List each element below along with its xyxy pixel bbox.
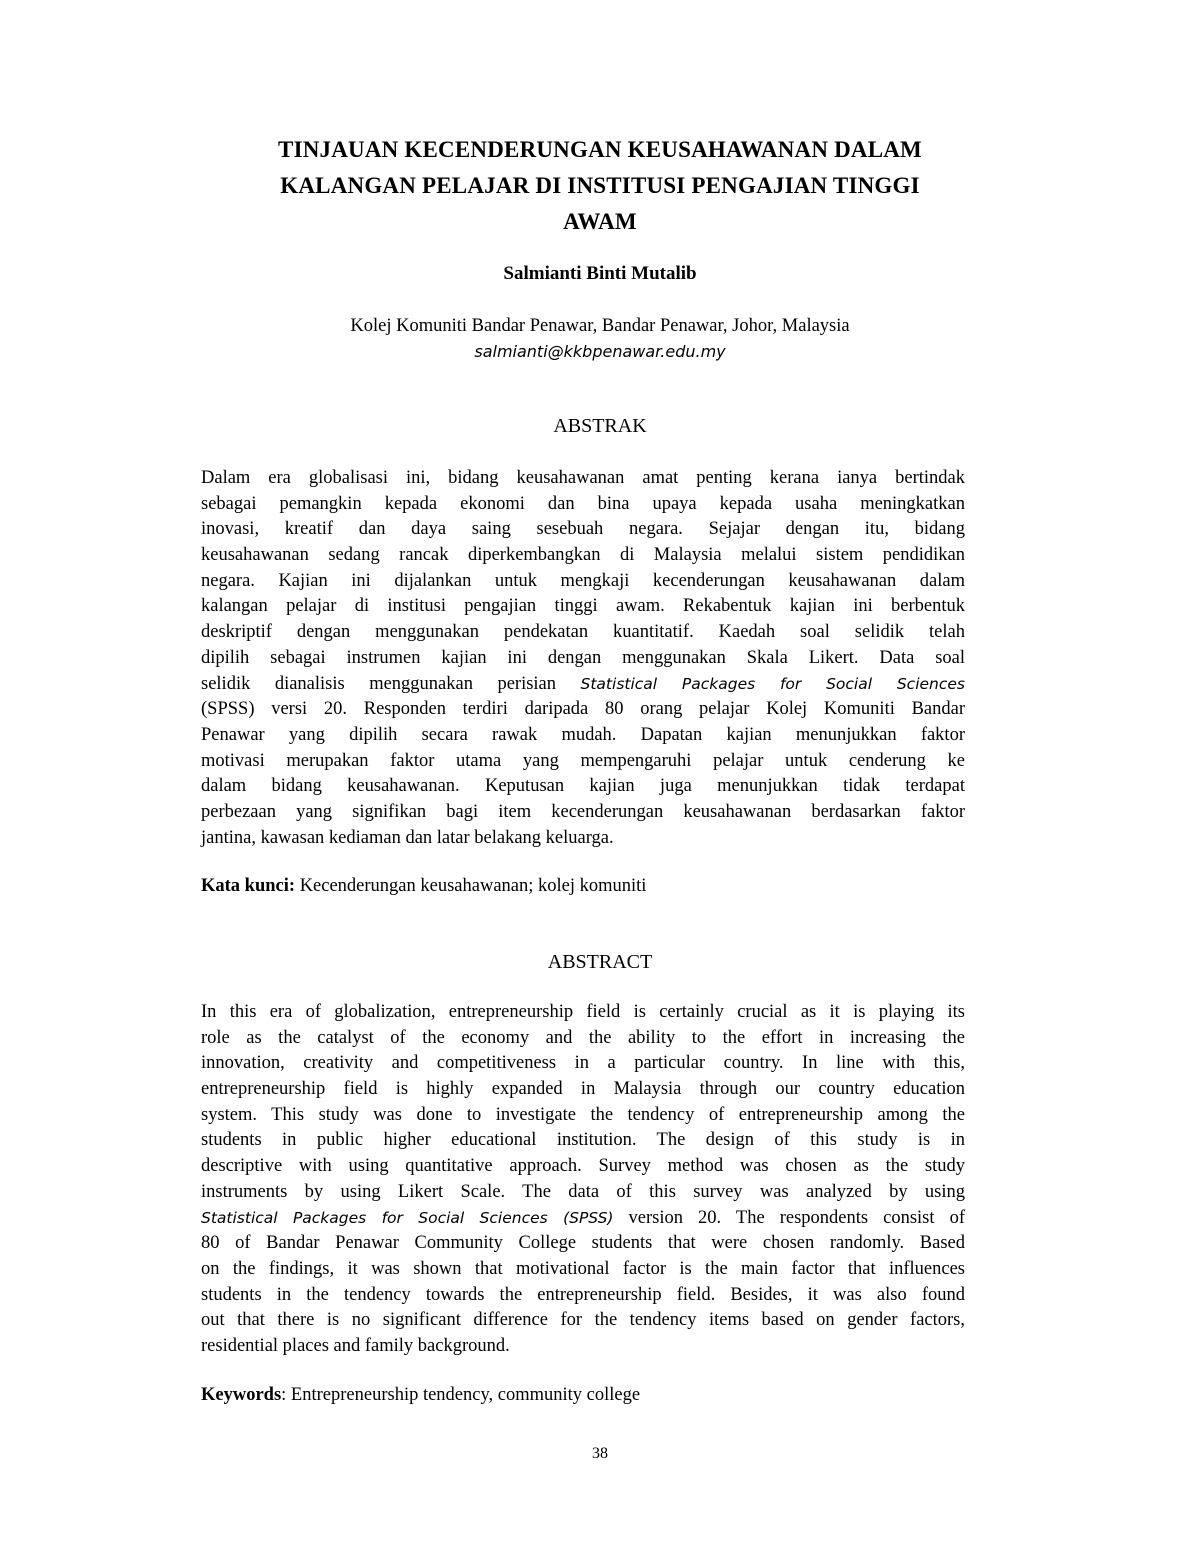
text-segment: students in the tendency towards the entrepreneurship field. Besides, it was also found [201, 1284, 965, 1305]
text-segment: students in public higher educational institution. The design of this study is in [201, 1130, 965, 1151]
text-segment: residential places and family background. [201, 1335, 510, 1356]
text-line [201, 1026, 965, 1052]
abstract-heading: ABSTRACT [547, 951, 653, 973]
title-line: KALANGAN PELAJAR DI INSTITUSI PENGAJIAN TINGGI [280, 173, 920, 198]
text-segment: 80 of Bandar Penawar Community College students that were chosen randomly. Based [201, 1233, 965, 1254]
text-line [201, 800, 965, 826]
keywords-label: Keywords [201, 1385, 282, 1405]
text-line [201, 1308, 965, 1334]
text-segment: motivasi merupakan faktor utama yang mempengaruhi pelajar untuk cenderung ke [201, 750, 965, 771]
text-line [201, 1128, 965, 1154]
italic-text: Statistical Packages for Social Sciences (SPSS) [201, 1208, 614, 1227]
text-line [201, 749, 965, 775]
text-segment: Dalam era globalisasi ini, bidang keusahawanan amat penting kerana ianya bertindak [201, 468, 965, 488]
text-segment: kalangan pelajar di institusi pengajian tinggi awam. Rekabentuk kajian ini berbentuk [201, 596, 965, 617]
text-line [201, 1154, 965, 1180]
text-line [201, 543, 965, 569]
text-line [201, 569, 965, 595]
abstrak-body [201, 466, 965, 851]
keywords-text: : Entrepreneurship tendency, community college [281, 1385, 641, 1405]
text-line [201, 1051, 965, 1077]
keywords-label: Kata kunci: [201, 876, 296, 896]
paper-title [180, 132, 1020, 240]
text-line [201, 1334, 965, 1360]
text-line [201, 1231, 965, 1257]
text-segment: role as the catalyst of the economy and the ability to the effort in increasing the [201, 1027, 965, 1048]
text-segment: version 20. The respondents consist of [613, 1207, 965, 1228]
page-number: 38 [592, 1445, 608, 1462]
text-segment: jantina, kawasan kediaman dan latar belakang keluarga. [201, 827, 614, 848]
text-segment: Penawar yang dipilih secara rawak mudah. Dapatan kajian menunjukkan faktor [201, 724, 965, 745]
text-line [201, 1257, 965, 1283]
text-segment: instruments by using Likert Scale. The data of this survey was analyzed by using [201, 1181, 965, 1202]
text-segment: (SPSS) versi 20. Responden terdiri daripada 80 orang pelajar Kolej Komuniti Bandar [201, 699, 965, 720]
text-segment: dipilih sebagai instrumen kajian ini dengan menggunakan Skala Likert. Data soal [201, 647, 965, 668]
abstrak-keywords [201, 874, 965, 898]
text-segment: negara. Kajian ini dijalankan untuk mengkaji kecenderungan keusahawanan dalam [201, 570, 965, 591]
text-line [201, 517, 965, 543]
text-line [201, 774, 965, 800]
text-line [201, 646, 965, 672]
text-line [201, 492, 965, 518]
text-line [201, 594, 965, 620]
text-line [201, 826, 965, 852]
text-line [201, 1077, 965, 1103]
keywords-text: Kecenderungan keusahawanan; kolej komuniti [295, 876, 647, 896]
title-line: TINJAUAN KECENDERUNGAN KEUSAHAWANAN DALAM [278, 137, 922, 162]
text-segment: system. This study was done to investigate the tendency of entrepreneurship among the [201, 1104, 965, 1125]
text-line [201, 1000, 965, 1026]
italic-text: Statistical Packages for Social Sciences [580, 674, 965, 693]
abstrak-heading: ABSTRAK [553, 415, 647, 437]
text-line [201, 1180, 965, 1206]
text-segment: sebagai pemangkin kepada ekonomi dan bina upaya kepada usaha meningkatkan [201, 493, 965, 514]
text-line [201, 697, 965, 723]
text-line [201, 1103, 965, 1129]
text-segment: out that there is no significant difference for the tendency items based on gender factors, [201, 1310, 965, 1331]
text-segment: entrepreneurship field is highly expanded in Malaysia through our country education [201, 1079, 965, 1100]
text-segment: deskriptif dengan menggunakan pendekatan kuantitatif. Kaedah soal selidik telah [201, 622, 965, 643]
abstract-body [201, 1000, 965, 1360]
text-line [201, 1283, 965, 1309]
text-segment: on the findings, it was shown that motivational factor is the main factor that influences [201, 1258, 965, 1279]
text-segment: keusahawanan sedang rancak diperkembangkan di Malaysia melalui sistem pendidikan [201, 545, 965, 566]
text-line [201, 620, 965, 646]
abstract-keywords [201, 1383, 965, 1407]
text-line [201, 466, 965, 492]
text-segment: In this era of globalization, entrepreneurship field is certainly crucial as it is playing its [201, 1002, 965, 1022]
text-segment: descriptive with using quantitative approach. Survey method was chosen as the study [201, 1156, 965, 1177]
text-segment: dalam bidang keusahawanan. Keputusan kajian juga menunjukkan tidak terdapat [201, 776, 965, 797]
text-segment: inovasi, kreatif dan daya saing sesebuah negara. Sejajar dengan itu, bidang [201, 519, 965, 540]
text-segment: selidik dianalisis menggunakan perisian [201, 673, 581, 694]
text-line [201, 723, 965, 749]
author-name: Salmianti Binti Mutalib [503, 263, 697, 284]
title-line: AWAM [563, 209, 637, 234]
author-affiliation-block [0, 313, 1200, 365]
text-segment: perbezaan yang signifikan bagi item kecenderungan keusahawanan berdasarkan faktor [201, 801, 965, 822]
text-line [201, 672, 965, 698]
affiliation: Kolej Komuniti Bandar Penawar, Bandar Penawar, Johor, Malaysia [350, 316, 850, 336]
text-line [201, 1206, 965, 1232]
text-segment: innovation, creativity and competitiveness in a particular country. In line with this, [201, 1053, 965, 1074]
author-email: salmianti@kkbpenawar.edu.my [474, 342, 726, 361]
